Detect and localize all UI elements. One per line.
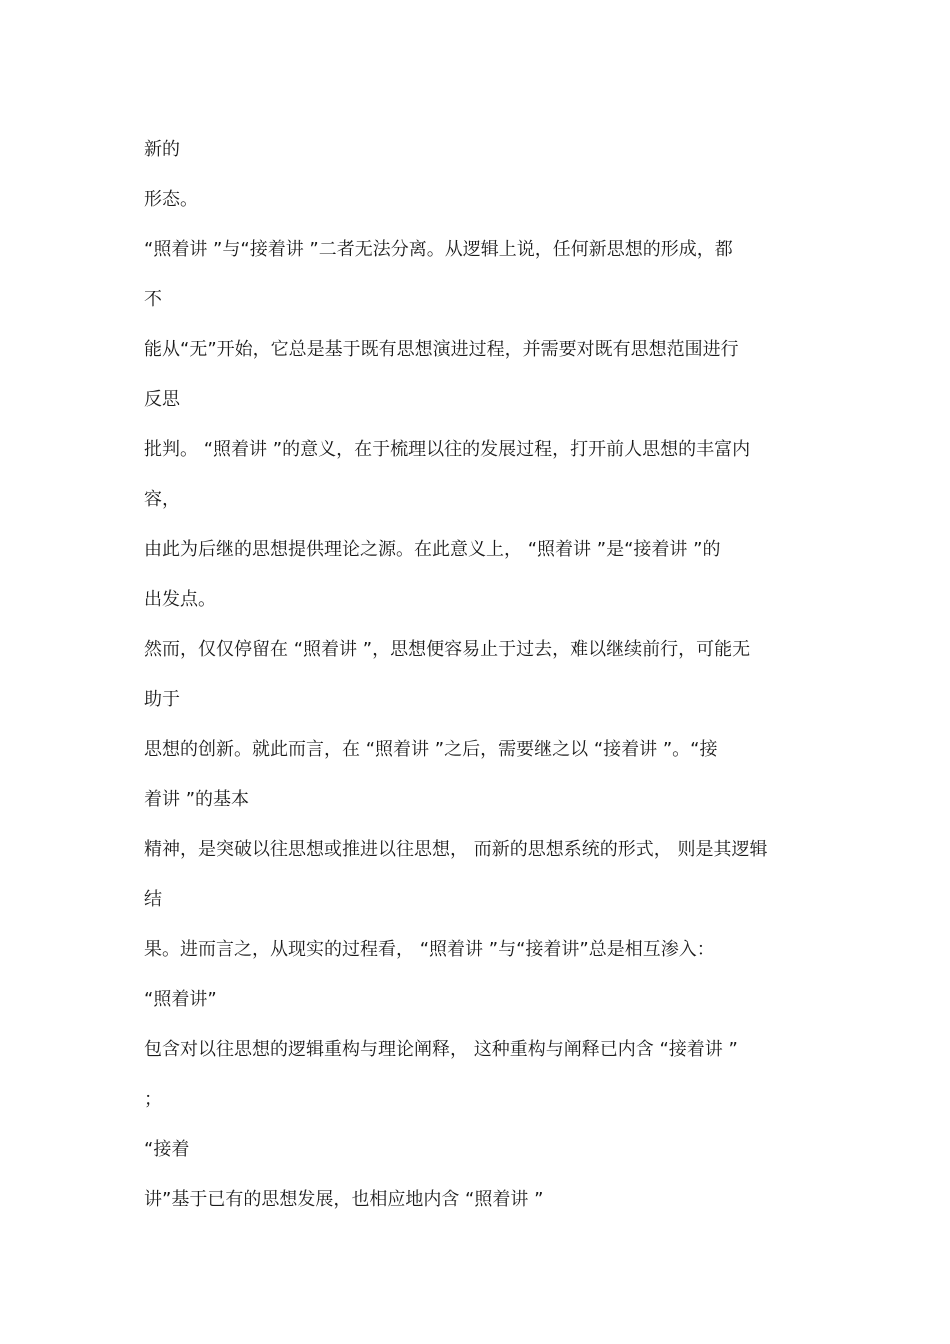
text-line: 容，: [144, 489, 180, 510]
text-line: 包含对以往思想的逻辑重构与理论阐释， 这种重构与阐释已内含 “接着讲 ”: [144, 1039, 738, 1060]
text-line: 着讲 ”的基本: [144, 789, 250, 810]
text-line: 反思: [144, 389, 180, 410]
text-line: 不: [144, 289, 162, 310]
text-line: 思想的创新。就此而言，在 “照着讲 ”之后，需要继之以 “接着讲 ”。“接: [144, 739, 718, 760]
text-line: “照着讲”: [144, 989, 217, 1010]
text-line: 讲”基于已有的思想发展，也相应地内含 “照着讲 ”: [144, 1189, 544, 1210]
text-line: “照着讲 ”与“接着讲 ”二者无法分离。从逻辑上说，任何新思想的形成，都: [144, 239, 733, 260]
text-line: 助于: [144, 689, 180, 710]
text-line: 结: [144, 889, 162, 910]
text-line: 出发点。: [144, 589, 216, 610]
text-line: 形态。: [144, 189, 198, 210]
text-line: 批判。 “照着讲 ”的意义，在于梳理以往的发展过程，打开前人思想的丰富内: [144, 439, 751, 460]
text-line: “接着: [144, 1139, 190, 1160]
text-line: 精神，是突破以往思想或推进以往思想， 而新的思想系统的形式， 则是其逻辑: [144, 839, 768, 860]
text-line: 新的: [144, 139, 180, 160]
text-line: 果。进而言之，从现实的过程看， “照着讲 ”与“接着讲”总是相互渗入：: [144, 939, 715, 960]
text-line: 由此为后继的思想提供理论之源。在此意义上， “照着讲 ”是“接着讲 ”的: [144, 539, 721, 560]
text-line: ；: [144, 1089, 162, 1110]
text-line: 能从“无”开始，它总是基于既有思想演进过程，并需要对既有思想范围进行: [144, 339, 739, 360]
text-line: 然而，仅仅停留在 “照着讲 ”，思想便容易止于过去，难以继续前行，可能无: [144, 639, 751, 660]
body-text: [144, 136, 824, 1236]
